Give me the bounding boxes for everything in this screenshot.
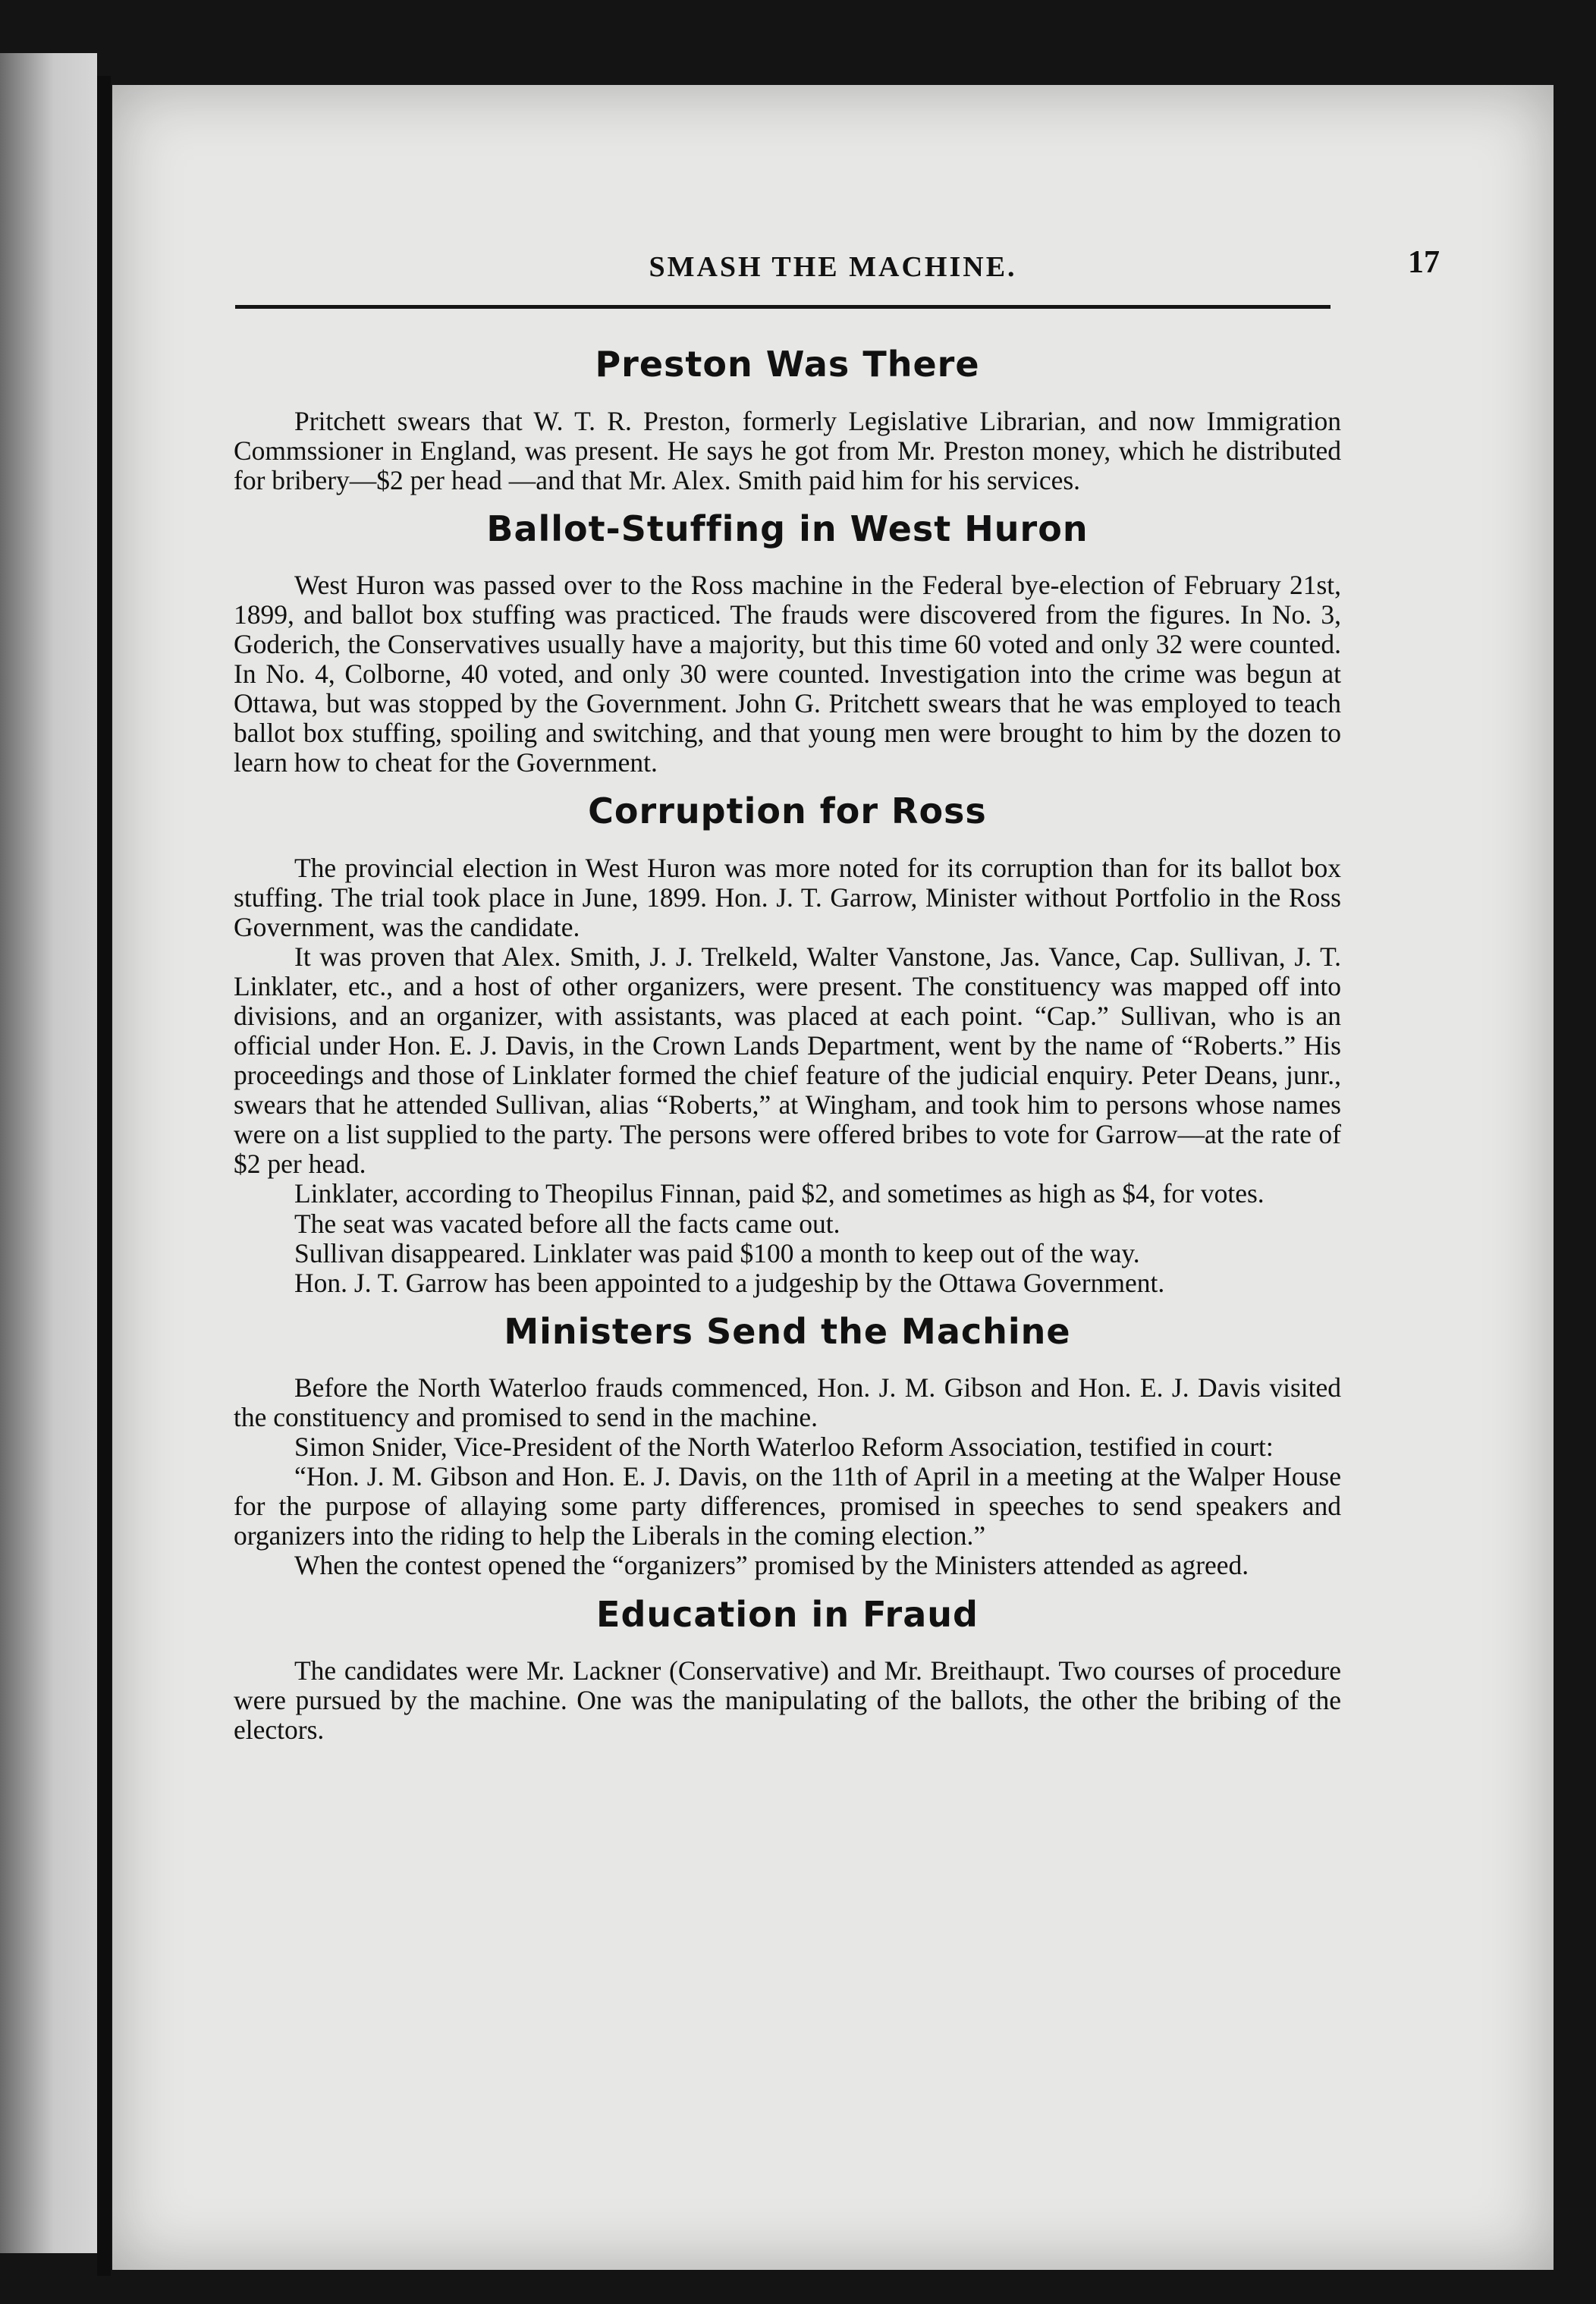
page-number: 17 (1408, 245, 1440, 280)
paragraph: West Huron was passed over to the Ross machine in the Federal bye-election of February 21st, 1899, and ballot box stuffing was practiced. The frauds were discovered from the figures. In No. 3, Goderich, the Conservatives usually have a majority, but this time 60 voted and only 32 were counted. In No. 4, Colborne, 40 voted, and only 30 were counted. Investigation into the crime was begun at Ottawa, but was stopped by the Government. John G. Pritchett swears that he was employed to teach ballot box stuffing, spoiling and switching, and that young men were brought to him by the dozen to learn how to cheat for the Government. (234, 570, 1341, 778)
paragraph: Hon. J. T. Garrow has been appointed to a judgeship by the Ottawa Government. (294, 1267, 1165, 1298)
paragraph: It was proven that Alex. Smith, J. J. Trelkeld, Walter Vanstone, Jas. Vance, Cap. Sullivan, J. T. Linklater, etc., and a host of other organizers, were present. The constituency was mapped off into divisions, and an organizer, with assistants, was placed at each point. “Cap.” Sullivan, who is an official under Hon. E. J. Davis, in the Crown Lands Department, went by the name of “Roberts.” His proceedings and those of Linklater formed the chief feature of the judicial enquiry. Peter Deans, junr., swears that he attended Sullivan, alias “Roberts,” at Wingham, and took him to persons whose names were on a list supplied to the party. The persons were offered bribes to vote for Garrow—at the rate of $2 per head. (234, 941, 1341, 1180)
section-ministers (234, 1310, 1341, 1581)
section-ballot-stuffing (234, 508, 1341, 778)
paragraph: The candidates were Mr. Lackner (Conservative) and Mr. Breithaupt. Two courses of procedure were pursued by the machine. One was the manipulating of the ballots, the other the bribing of the electors. (234, 1655, 1341, 1746)
section-preston (234, 343, 1341, 495)
section-education (234, 1593, 1341, 1746)
running-title: SMASH THE MACHINE. (649, 251, 1017, 283)
page-content (234, 343, 1341, 1757)
paragraph: The seat was vacated before all the facts came out. (294, 1208, 840, 1239)
section-heading: Education in Fraud (596, 1593, 979, 1635)
section-heading: Preston Was There (595, 344, 980, 385)
section-heading: Corruption for Ross (588, 791, 987, 832)
section-corruption (234, 790, 1341, 1297)
book-page (112, 85, 1554, 2270)
paragraph: Before the North Waterloo frauds commenced, Hon. J. M. Gibson and Hon. E. J. Davis visited the constituency and promised to send in the machine. (234, 1372, 1341, 1433)
paragraph: Linklater, according to Theopilus Finnan, paid $2, and sometimes as high as $4, for votes. (294, 1178, 1265, 1209)
section-heading: Ministers Send the Machine (504, 1310, 1071, 1352)
paragraph: When the contest opened the “organizers” promised by the Ministers attended as agreed. (294, 1550, 1249, 1581)
book-spine (97, 76, 111, 2276)
paragraph: Pritchett swears that W. T. R. Preston, formerly Legislative Librarian, and now Immigration Commssioner in England, was present. He says he got from Mr. Preston money, which he distributed for bribery—$2 per head —and that Mr. Alex. Smith paid him for his services. (234, 405, 1341, 495)
paragraph: “Hon. J. M. Gibson and Hon. E. J. Davis, on the 11th of April in a meeting at the Walper House for the purpose of allaying some party differences, promised in speeches to send speakers and organizers into the riding to help the Liberals in the coming election.” (234, 1461, 1341, 1551)
adjacent-page-edge (0, 53, 97, 2253)
paragraph: Simon Snider, Vice-President of the North Waterloo Reform Association, testified in court: (294, 1432, 1274, 1463)
header-rule (235, 305, 1331, 309)
section-heading: Ballot-Stuffing in West Huron (486, 508, 1089, 549)
paragraph: The provincial election in West Huron was more noted for its corruption than for its ballot box stuffing. The trial took place in June, 1899. Hon. J. T. Garrow, Minister without Portfolio in the Ross Government, was the candidate. (234, 852, 1341, 943)
paragraph: Sullivan disappeared. Linklater was paid $100 a month to keep out of the way. (294, 1237, 1140, 1268)
